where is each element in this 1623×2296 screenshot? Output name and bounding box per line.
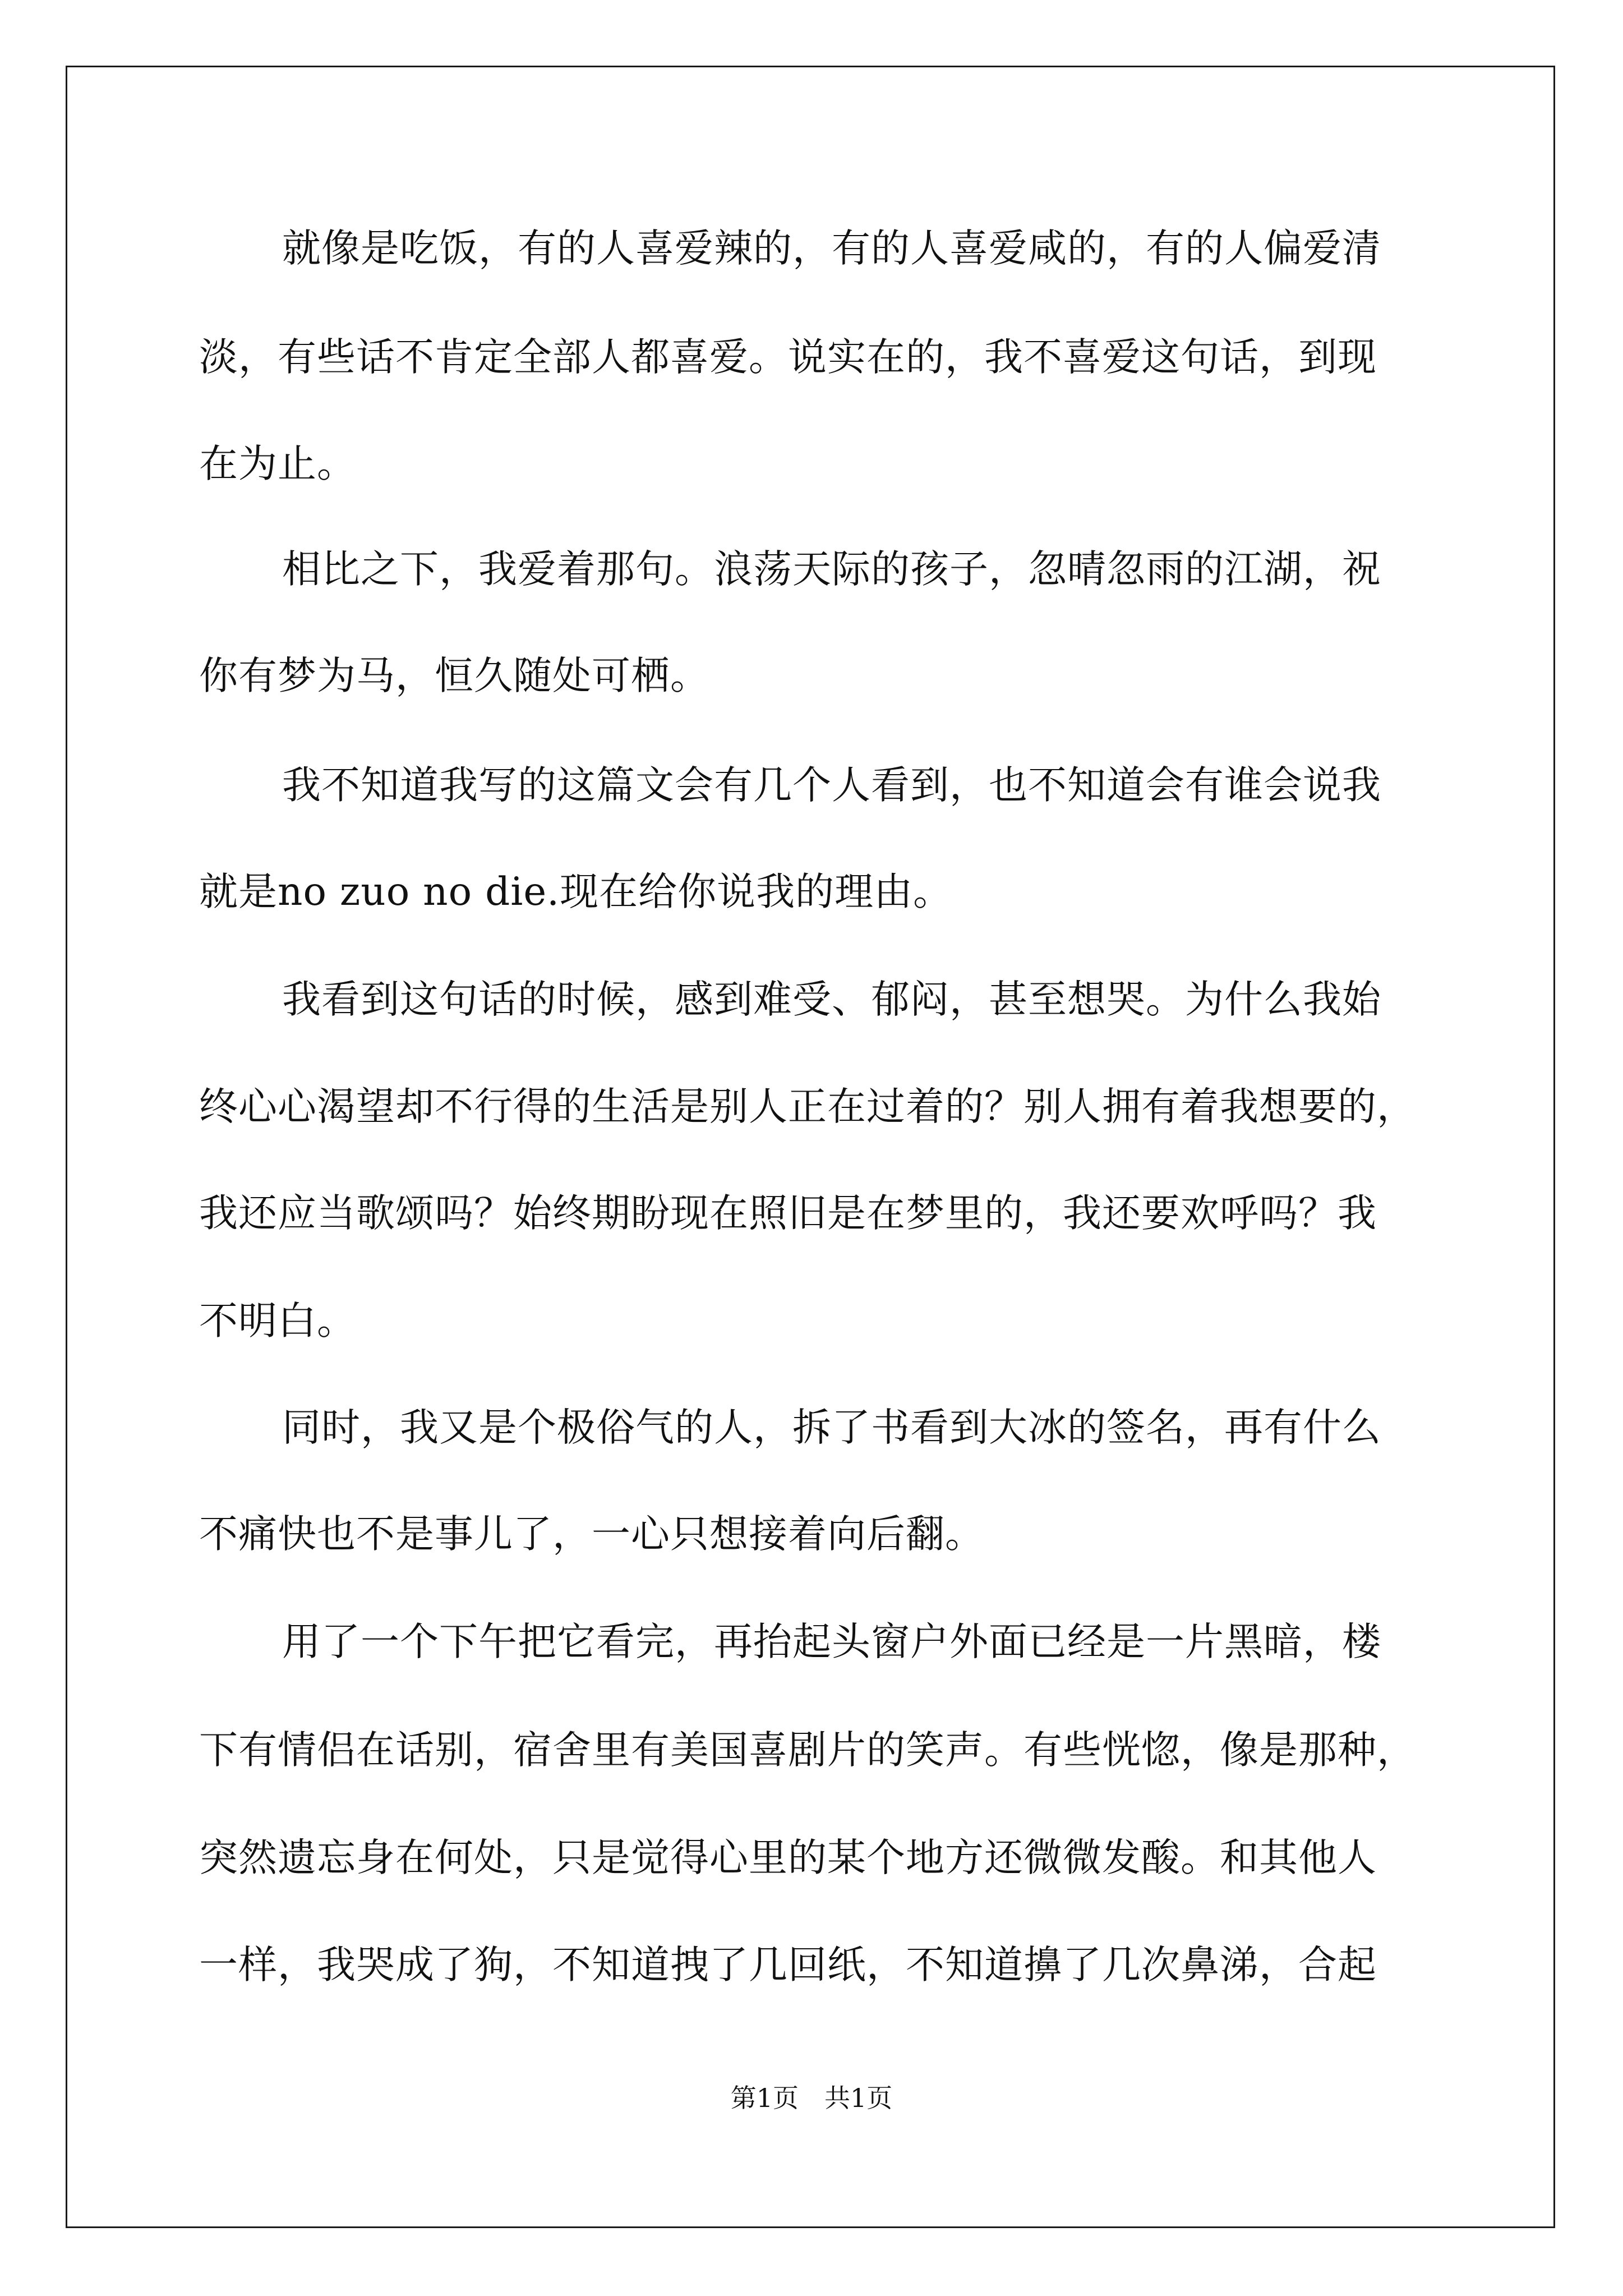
paragraph-4-line-4: 不明白。 — [199, 1299, 356, 1343]
paragraph-4-line-2: 终心心渴望却不行得的生活是别人正在过着的？别人拥有着我想要的， — [199, 1084, 1416, 1129]
paragraph-2-line-2: 你有梦为马，恒久随处可栖。 — [199, 654, 709, 698]
paragraph-6-line-4: 一样，我哭成了狗，不知道拽了几回纸，不知道擤了几次鼻涕，合起 — [199, 1943, 1377, 1987]
paragraph-6-line-1: 用了一个下午把它看完，再抬起头窗户外面已经是一片黑暗，楼 — [282, 1619, 1381, 1664]
paragraph-1-line-1: 就像是吃饭，有的人喜爱辣的，有的人喜爱咸的，有的人偏爱清 — [282, 226, 1381, 271]
paragraph-4-line-1: 我看到这句话的时候，感到难受、郁闷，甚至想哭。为什么我始 — [282, 977, 1381, 1022]
paragraph-4-line-3: 我还应当歌颂吗？始终期盼现在照旧是在梦里的，我还要欢呼吗？我 — [199, 1191, 1377, 1236]
page-footer: 第1页 共1页 — [730, 2083, 893, 2113]
paragraph-5-line-1: 同时，我又是个极俗气的人，拆了书看到大冰的签名，再有什么 — [282, 1405, 1381, 1450]
paragraph-1-line-3: 在为止。 — [199, 441, 356, 486]
page-border — [66, 66, 1555, 2228]
paragraph-6-line-3: 突然遗忘身在何处，只是觉得心里的某个地方还微微发酸。和其他人 — [199, 1835, 1377, 1880]
paragraph-2-line-1: 相比之下，我爱着那句。浪荡天际的孩子，忽晴忽雨的江湖，祝 — [282, 547, 1381, 592]
paragraph-1-line-2: 淡，有些话不肯定全部人都喜爱。说实在的，我不喜爱这句话，到现 — [199, 335, 1377, 380]
paragraph-3-line-2: 就是no zuo no die.现在给你说我的理由。 — [199, 869, 953, 914]
paragraph-6-line-2: 下有情侣在话别，宿舍里有美国喜剧片的笑声。有些恍惚，像是那种， — [199, 1728, 1416, 1773]
paragraph-3-line-1: 我不知道我写的这篇文会有几个人看到，也不知道会有谁会说我 — [282, 763, 1381, 808]
paragraph-5-line-2: 不痛快也不是事儿了，一心只想接着向后翻。 — [199, 1512, 984, 1557]
